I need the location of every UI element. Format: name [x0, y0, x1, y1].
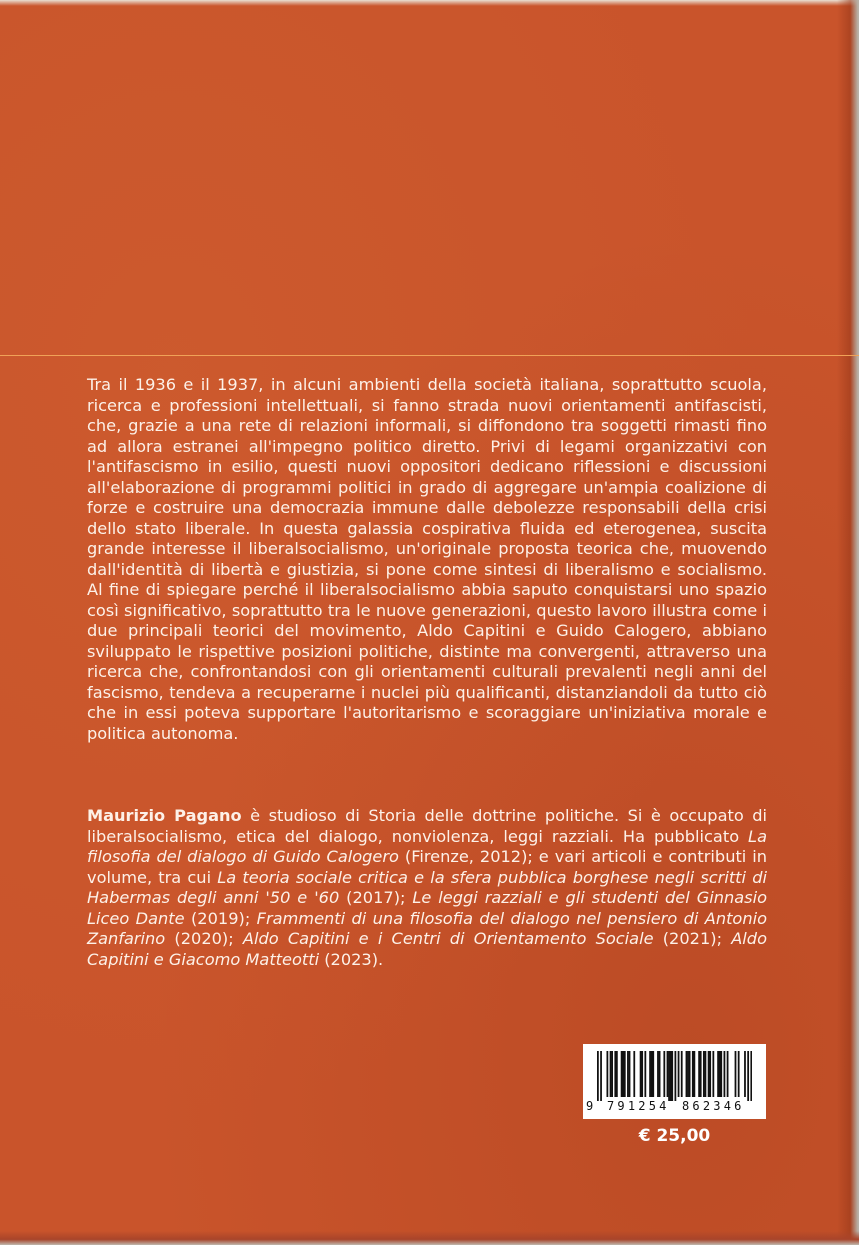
barcode-digits: [583, 1099, 766, 1117]
bio-work-title: La teoria sociale critica e la sfera pubblica borghese negli scritti di Habermas degli anni '50 e '60: [87, 867, 767, 907]
bio-work-title: La filosofia del dialogo di Guido Calogero: [87, 826, 767, 866]
bio-work-title: Aldo Capitini e i Centri di Orientamento Sociale: [242, 929, 654, 948]
barcode-digits-right: 862346: [682, 1099, 745, 1113]
bio-work-title: Le leggi razziali e gli studenti del Ginnasio Liceo Dante: [87, 888, 768, 928]
synopsis-text: Tra il 1936 e il 1937, in alcuni ambienti della società italiana, soprattutto scuola, ricerca e professioni intellettuali, si fanno strada nuovi orientamenti antifascisti, che, grazie a una rete di relazioni informali, si diffondono tra soggetti rimasti fino ad allora estranei all'impegno politico diretto. Privi di legami organizzativi con l'antifascismo in esilio, questi nuovi oppositori dedicano riflessioni e discussioni all'elaborazione di programmi politici in grado di aggregare un'ampia coalizione di forze e costruire una democrazia immune dalle debolezze responsabili della crisi dello stato liberale. In questa galassia cospirativa fluida ed eterogenea, suscita grande interesse il liberalsocialismo, un'originale proposta teorica che, muovendo dall'identità di libertà e giustizia, si pone come sintesi di liberalismo e socialismo. Al fine di spiegare perché il liberalsocialismo abbia saputo conquistarsi uno spazio così significativo, soprattutto tra le nuove generazioni, questo lavoro illustra come i due principali teorici del movimento, Aldo Capitini e Guido Calogero, abbiano sviluppato le rispettive posizioni politiche, distinte ma convergenti, attraverso una ricerca che, confrontandosi con gli orientamenti culturali prevalenti negli anni del fascismo, tendeva a recuperarne i nuclei più qualificanti, distanziandoli da tutto ciò che in essi poteva supportare l'autoritarismo e scoraggiare un'iniziativa morale e politica autonoma.: [87, 375, 767, 743]
author-name: Maurizio Pagano: [87, 806, 242, 825]
bio-text: (2020);: [165, 929, 243, 948]
barcode-digits-left: 791254: [607, 1099, 670, 1113]
top-edge: [0, 0, 859, 6]
price-label: € 25,00: [638, 1126, 711, 1146]
author-bio: [87, 806, 767, 970]
barcode-bars: [597, 1051, 752, 1101]
isbn-barcode: [583, 1044, 766, 1119]
divider-line: [0, 355, 859, 356]
bio-text: è studioso di Storia delle dottrine politiche. Si è occupato di liberalsocialismo, etica del dialogo, nonviolenza, leggi razziali. Ha pubblicato: [87, 806, 767, 846]
spine-edge: [837, 0, 859, 1245]
bottom-edge: [0, 1231, 859, 1245]
barcode-digit-prefix: 9: [586, 1099, 594, 1113]
bio-text: (2017);: [339, 888, 413, 907]
bio-work-title: Aldo Capitini e Giacomo Matteotti: [87, 929, 767, 969]
bio-text: (Firenze, 2012); e vari articoli e contributi in volume, tra cui: [87, 847, 767, 887]
bio-work-title: Frammenti di una filosofia del dialogo nel pensiero di Antonio Zanfarino: [87, 908, 768, 948]
bio-text: (2019);: [184, 908, 257, 928]
bio-text: (2023).: [319, 949, 384, 969]
bio-text: (2021);: [653, 929, 732, 948]
